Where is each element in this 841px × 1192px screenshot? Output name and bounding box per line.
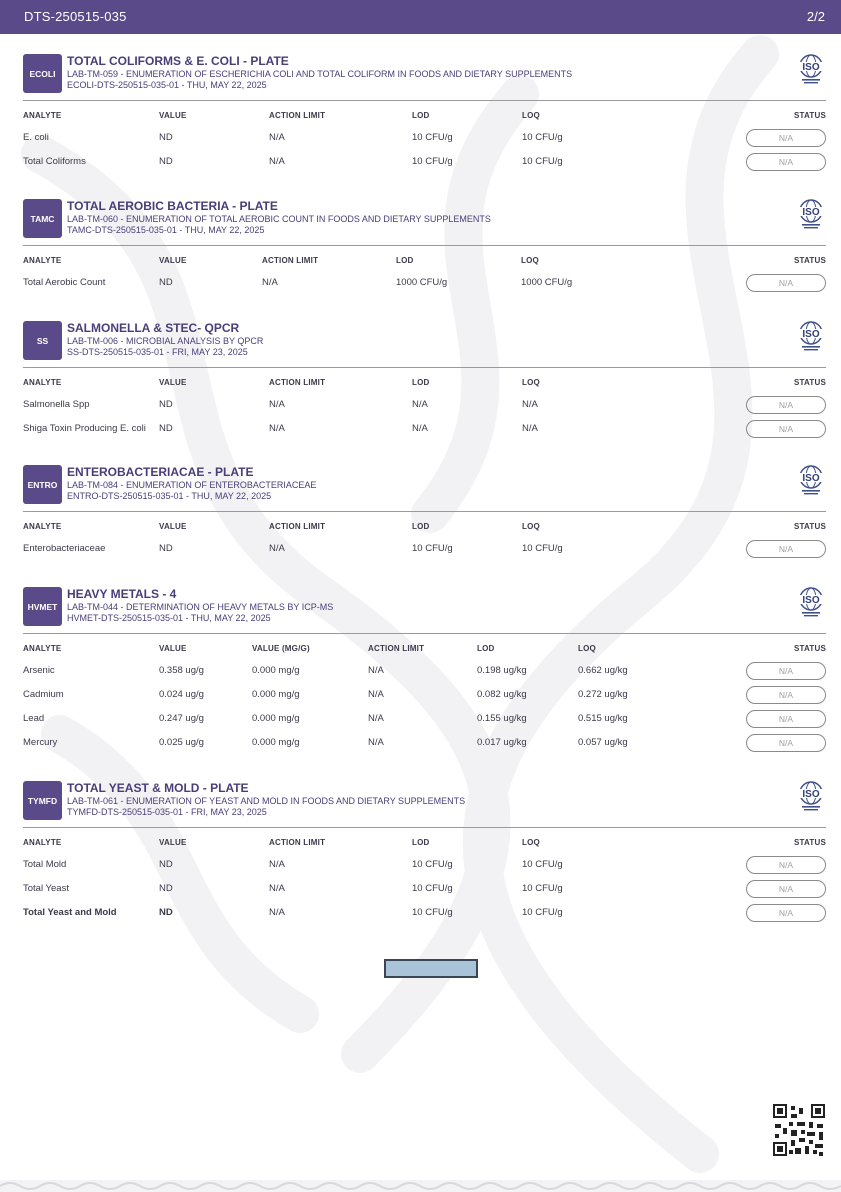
result-cell: 10 CFU/g	[522, 907, 563, 918]
result-cell: 1000 CFU/g	[396, 277, 448, 288]
section-title: TOTAL YEAST & MOLD - PLATE	[67, 781, 249, 795]
result-cell: 10 CFU/g	[522, 543, 563, 554]
result-cell: 10 CFU/g	[412, 156, 453, 167]
column-header: VALUE	[159, 378, 187, 387]
result-cell: 0.272 ug/kg	[578, 689, 628, 700]
result-cell: N/A	[269, 907, 285, 918]
result-cell: 0.247 ug/g	[159, 713, 204, 724]
result-cell: ND	[159, 156, 173, 167]
result-cell: N/A	[269, 859, 285, 870]
section-divider	[23, 511, 826, 512]
result-cell: ND	[159, 907, 173, 918]
analyte-name: Arsenic	[23, 665, 55, 676]
section-method: LAB-TM-061 - ENUMERATION OF YEAST AND MOLD IN FOODS AND DIETARY SUPPLEMENTS	[67, 796, 466, 806]
column-header: ACTION LIMIT	[262, 256, 319, 265]
status-badge: N/A	[746, 686, 826, 704]
status-badge: N/A	[746, 880, 826, 898]
svg-text:ISO: ISO	[802, 789, 820, 800]
column-header: VALUE	[159, 256, 187, 265]
test-badge: TAMC	[23, 199, 62, 238]
result-cell: ND	[159, 543, 173, 554]
result-cell: 0.000 mg/g	[252, 737, 300, 748]
section-divider	[23, 245, 826, 246]
column-header: LOQ	[521, 256, 539, 265]
analyte-name: Total Mold	[23, 859, 67, 870]
result-cell: 0.000 mg/g	[252, 713, 300, 724]
section-sample-id: ENTRO-DTS-250515-035-01 - THU, MAY 22, 2025	[67, 491, 272, 501]
column-header: ANALYTE	[23, 644, 62, 653]
result-cell: 0.155 ug/kg	[477, 713, 527, 724]
section-sample-id: HVMET-DTS-250515-035-01 - THU, MAY 22, 2025	[67, 613, 271, 623]
document-id: DTS-250515-035	[24, 9, 127, 24]
result-cell: 0.082 ug/kg	[477, 689, 527, 700]
section-method: LAB-TM-059 - ENUMERATION OF ESCHERICHIA COLI AND TOTAL COLIFORM IN FOODS AND DIETARY SUPPLEMENTS	[67, 69, 573, 79]
status-badge: N/A	[746, 129, 826, 147]
section-method: LAB-TM-006 - MICROBIAL ANALYSIS BY QPCR	[67, 336, 264, 346]
status-badge: N/A	[746, 710, 826, 728]
section-divider	[23, 367, 826, 368]
section-title: TOTAL COLIFORMS & E. COLI - PLATE	[67, 54, 289, 68]
column-header: ACTION LIMIT	[368, 644, 425, 653]
column-header: LOD	[396, 256, 414, 265]
section-divider	[23, 633, 826, 634]
section-sample-id: TAMC-DTS-250515-035-01 - THU, MAY 22, 2025	[67, 225, 265, 235]
page-number: 2/2	[806, 9, 825, 24]
column-header: VALUE	[159, 644, 187, 653]
status-badge: N/A	[746, 856, 826, 874]
result-cell: N/A	[368, 737, 384, 748]
test-badge: TYMFD	[23, 781, 62, 820]
result-cell: ND	[159, 399, 173, 410]
column-header: LOD	[477, 644, 495, 653]
status-badge: N/A	[746, 396, 826, 414]
svg-text:ISO: ISO	[802, 62, 820, 73]
result-cell: 10 CFU/g	[412, 132, 453, 143]
result-cell: 1000 CFU/g	[521, 277, 573, 288]
section-sample-id: TYMFD-DTS-250515-035-01 - FRI, MAY 23, 2025	[67, 807, 267, 817]
result-cell: N/A	[522, 399, 538, 410]
column-header: ANALYTE	[23, 838, 62, 847]
decorative-footer-band	[0, 1180, 841, 1192]
svg-text:ISO: ISO	[802, 595, 820, 606]
result-cell: N/A	[269, 543, 285, 554]
iso-accreditation-icon	[796, 54, 826, 86]
result-cell: N/A	[269, 156, 285, 167]
result-cell: 10 CFU/g	[522, 859, 563, 870]
result-cell: 0.358 ug/g	[159, 665, 204, 676]
analyte-name: Salmonella Spp	[23, 399, 90, 410]
status-badge: N/A	[746, 420, 826, 438]
result-cell: N/A	[522, 423, 538, 434]
analyte-name: Cadmium	[23, 689, 64, 700]
column-header: LOD	[412, 838, 430, 847]
result-cell: 0.057 ug/kg	[578, 737, 628, 748]
result-cell: 0.024 ug/g	[159, 689, 204, 700]
test-badge: HVMET	[23, 587, 62, 626]
column-header: VALUE (MG/G)	[252, 644, 310, 653]
column-header-status: STATUS	[793, 522, 826, 531]
result-cell: ND	[159, 423, 173, 434]
column-header: ACTION LIMIT	[269, 522, 326, 531]
result-cell: 10 CFU/g	[412, 907, 453, 918]
result-cell: ND	[159, 132, 173, 143]
svg-text:ISO: ISO	[802, 473, 820, 484]
result-cell: N/A	[269, 132, 285, 143]
result-cell: 10 CFU/g	[412, 859, 453, 870]
iso-accreditation-icon	[796, 199, 826, 231]
column-header: VALUE	[159, 838, 187, 847]
test-section-tamc	[23, 199, 826, 305]
result-cell: 10 CFU/g	[522, 156, 563, 167]
result-cell: 10 CFU/g	[412, 883, 453, 894]
column-header: LOD	[412, 378, 430, 387]
column-header: LOQ	[522, 522, 540, 531]
column-header: LOQ	[522, 378, 540, 387]
column-header-status: STATUS	[793, 378, 826, 387]
test-section-ecoli	[23, 54, 826, 184]
column-header: LOD	[412, 522, 430, 531]
analyte-name: Total Yeast and Mold	[23, 907, 117, 918]
status-badge: N/A	[746, 662, 826, 680]
analyte-name: Mercury	[23, 737, 58, 748]
result-cell: N/A	[368, 713, 384, 724]
result-cell: N/A	[269, 399, 285, 410]
result-cell: 10 CFU/g	[412, 543, 453, 554]
qr-code-icon	[773, 1104, 825, 1156]
column-header: VALUE	[159, 111, 187, 120]
column-header: ACTION LIMIT	[269, 378, 326, 387]
section-title: SALMONELLA & STEC- QPCR	[67, 321, 240, 335]
analyte-name: E. coli	[23, 132, 49, 143]
result-cell: N/A	[269, 883, 285, 894]
section-divider	[23, 827, 826, 828]
section-method: LAB-TM-044 - DETERMINATION OF HEAVY METALS BY ICP-MS	[67, 602, 334, 612]
test-badge: SS	[23, 321, 62, 360]
column-header-status: STATUS	[793, 256, 826, 265]
column-header: ANALYTE	[23, 111, 62, 120]
svg-text:ISO: ISO	[802, 329, 820, 340]
result-cell: N/A	[412, 399, 428, 410]
result-cell: 0.198 ug/kg	[477, 665, 527, 676]
section-sample-id: SS-DTS-250515-035-01 - FRI, MAY 23, 2025	[67, 347, 248, 357]
result-cell: 0.515 ug/kg	[578, 713, 628, 724]
page-header-bar	[0, 0, 841, 34]
result-cell: ND	[159, 277, 173, 288]
column-header: VALUE	[159, 522, 187, 531]
result-cell: N/A	[269, 423, 285, 434]
column-header: ACTION LIMIT	[269, 111, 326, 120]
result-cell: ND	[159, 883, 173, 894]
result-cell: 0.662 ug/kg	[578, 665, 628, 676]
column-header: ANALYTE	[23, 378, 62, 387]
result-cell: 10 CFU/g	[522, 132, 563, 143]
status-badge: N/A	[746, 540, 826, 558]
test-badge: ECOLI	[23, 54, 62, 93]
result-cell: 0.025 ug/g	[159, 737, 204, 748]
analyte-name: Lead	[23, 713, 45, 724]
result-cell: N/A	[412, 423, 428, 434]
analyte-name: Shiga Toxin Producing E. coli	[23, 423, 146, 434]
section-title: HEAVY METALS - 4	[67, 587, 177, 601]
section-title: ENTEROBACTERIACAE - PLATE	[67, 465, 254, 479]
section-method: LAB-TM-084 - ENUMERATION OF ENTEROBACTERIACEAE	[67, 480, 317, 490]
result-cell: 0.000 mg/g	[252, 689, 300, 700]
column-header: ANALYTE	[23, 522, 62, 531]
status-badge: N/A	[746, 734, 826, 752]
result-cell: N/A	[262, 277, 278, 288]
test-section-hvmet	[23, 587, 826, 765]
section-divider	[23, 100, 826, 101]
column-header-status: STATUS	[793, 111, 826, 120]
iso-accreditation-icon	[796, 781, 826, 813]
svg-text:ISO: ISO	[802, 207, 820, 218]
analyte-name: Total Yeast	[23, 883, 69, 894]
result-cell: ND	[159, 859, 173, 870]
result-cell: 10 CFU/g	[522, 883, 563, 894]
column-header-status: STATUS	[793, 644, 826, 653]
iso-accreditation-icon	[796, 587, 826, 619]
column-header: ANALYTE	[23, 256, 62, 265]
test-section-ss	[23, 321, 826, 451]
result-cell: 0.000 mg/g	[252, 665, 300, 676]
iso-accreditation-icon	[796, 465, 826, 497]
status-badge: N/A	[746, 904, 826, 922]
iso-accreditation-icon	[796, 321, 826, 353]
result-cell: N/A	[368, 689, 384, 700]
section-method: LAB-TM-060 - ENUMERATION OF TOTAL AEROBIC COUNT IN FOODS AND DIETARY SUPPLEMENTS	[67, 214, 491, 224]
analyte-name: Total Aerobic Count	[23, 277, 106, 288]
analyte-name: Enterobacteriaceae	[23, 543, 106, 554]
section-title: TOTAL AEROBIC BACTERIA - PLATE	[67, 199, 278, 213]
column-header: LOQ	[522, 111, 540, 120]
section-sample-id: ECOLI-DTS-250515-035-01 - THU, MAY 22, 2025	[67, 80, 267, 90]
result-cell: 0.017 ug/kg	[477, 737, 527, 748]
column-header: LOD	[412, 111, 430, 120]
bottom-marker-box	[384, 959, 478, 978]
column-header: LOQ	[522, 838, 540, 847]
column-header: LOQ	[578, 644, 596, 653]
test-section-entro	[23, 465, 826, 571]
test-badge: ENTRO	[23, 465, 62, 504]
test-section-tymfd	[23, 781, 826, 935]
analyte-name: Total Coliforms	[23, 156, 86, 167]
status-badge: N/A	[746, 153, 826, 171]
result-cell: N/A	[368, 665, 384, 676]
status-badge: N/A	[746, 274, 826, 292]
column-header-status: STATUS	[793, 838, 826, 847]
column-header: ACTION LIMIT	[269, 838, 326, 847]
